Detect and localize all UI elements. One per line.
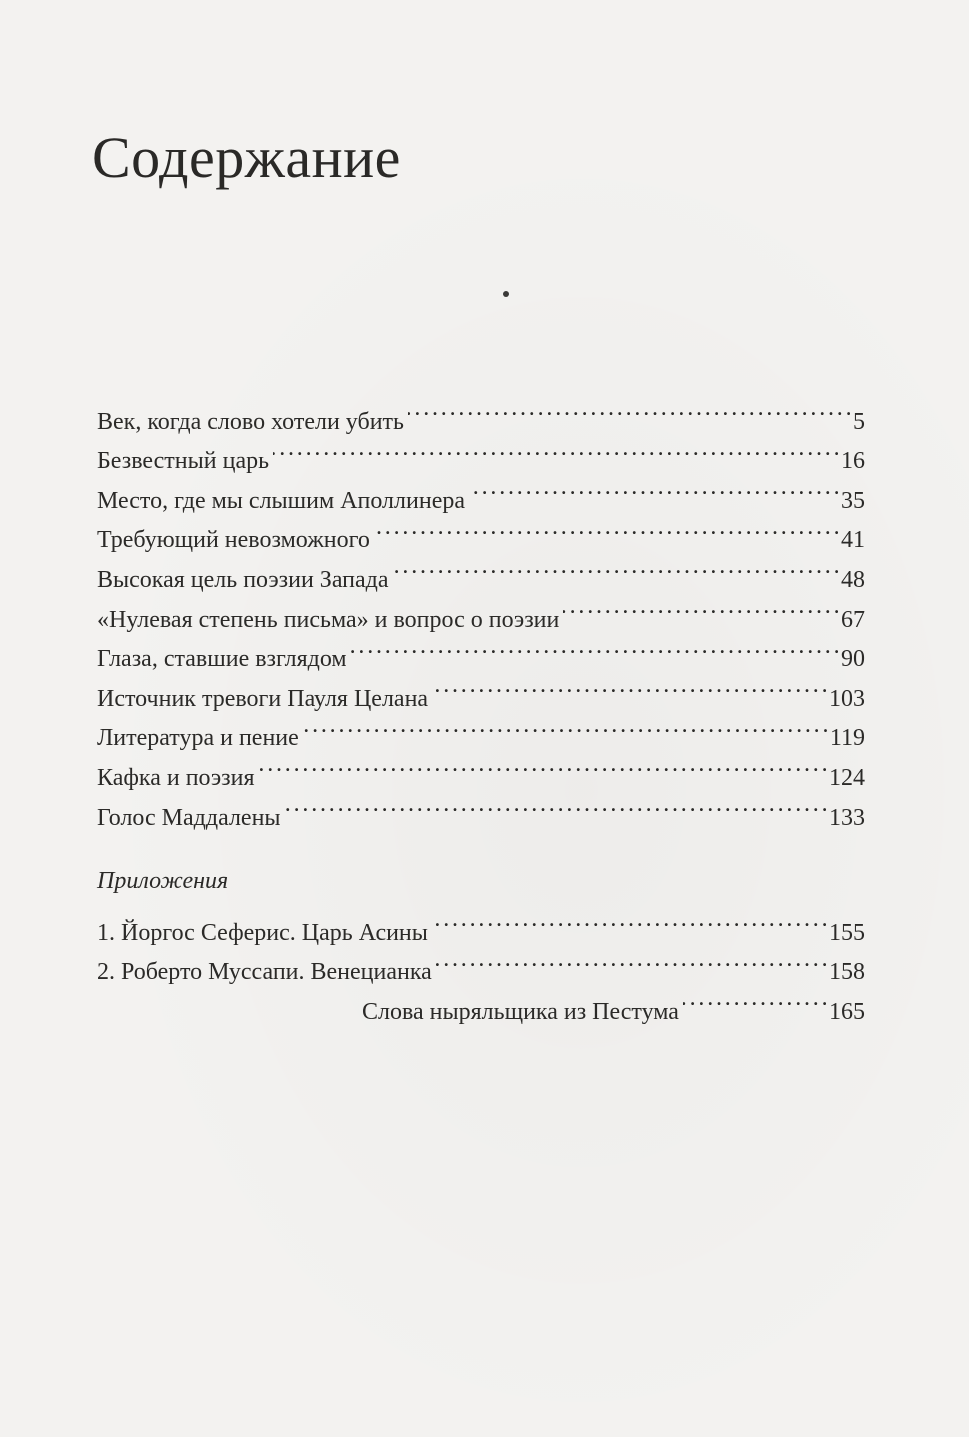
toc-entry-title: Кафка и поэзия [97,764,255,791]
toc-entry-page: 124 [829,764,865,791]
toc-entry-page: 41 [841,527,865,554]
dot-leader [273,429,838,469]
toc-entry [97,389,865,435]
toc-entry-title: Место, где мы слышим Аполлинера [97,487,465,514]
dot-leader [351,627,838,667]
table-of-contents [97,389,865,831]
dot-leader [408,389,850,429]
toc-entry-title: Голос Маддалены [97,804,281,831]
appendix-list [97,900,865,986]
closing-entry-page: 165 [829,998,865,1025]
dot-leader [563,587,838,627]
page-title: Содержание [92,125,401,190]
dot-leader [436,940,826,980]
closing-entry-title: Слова ныряльщика из Пестума [362,998,679,1025]
toc-entry-title: Источник тревоги Пауля Целана [97,685,429,712]
toc-entry-page: 119 [829,725,865,752]
toc-entry-page: 90 [841,646,865,673]
appendix-entry-page: 155 [829,919,865,946]
dot-leader [285,785,826,825]
dot-leader [303,706,827,746]
toc-entry-title: Требующий невозможного [97,527,370,554]
appendix-entry-title: 1. Йоргос Сеферис. Царь Асины [97,919,428,946]
toc-entry-page: 48 [841,566,865,593]
toc-entry-page: 16 [841,448,865,475]
toc-entry-title: Век, когда слово хотели убить [97,408,404,435]
ornament-dot [503,291,509,297]
dot-leader [469,468,838,508]
toc-entry-page: 103 [829,685,865,712]
toc-entry-page: 67 [841,606,865,633]
appendix-entry [97,900,865,946]
appendix-heading: Приложения [97,868,229,894]
toc-entry-title: «Нулевая степень письма» и вопрос о поэзии [97,606,560,633]
toc-entry-title: Безвестный царь [97,448,270,475]
appendix-entry-title: 2. Роберто Муссапи. Венецианка [97,959,432,986]
toc-entry-page: 133 [829,804,865,831]
dot-leader [683,979,826,1019]
toc-entry-page: 35 [841,487,865,514]
dot-leader [374,508,838,548]
appendix-entry-page: 158 [829,959,865,986]
toc-entry-title: Глаза, ставшие взглядом [97,646,347,673]
dot-leader [432,900,826,940]
closing-entry-block [362,979,865,1025]
toc-entry-title: Литература и пение [97,725,299,752]
dot-leader [432,666,826,706]
toc-entry-page: 5 [853,408,865,435]
closing-entry [362,979,865,1025]
toc-entry-title: Высокая цель поэзии Запада [97,566,389,593]
dot-leader [393,547,838,587]
dot-leader [259,745,827,785]
